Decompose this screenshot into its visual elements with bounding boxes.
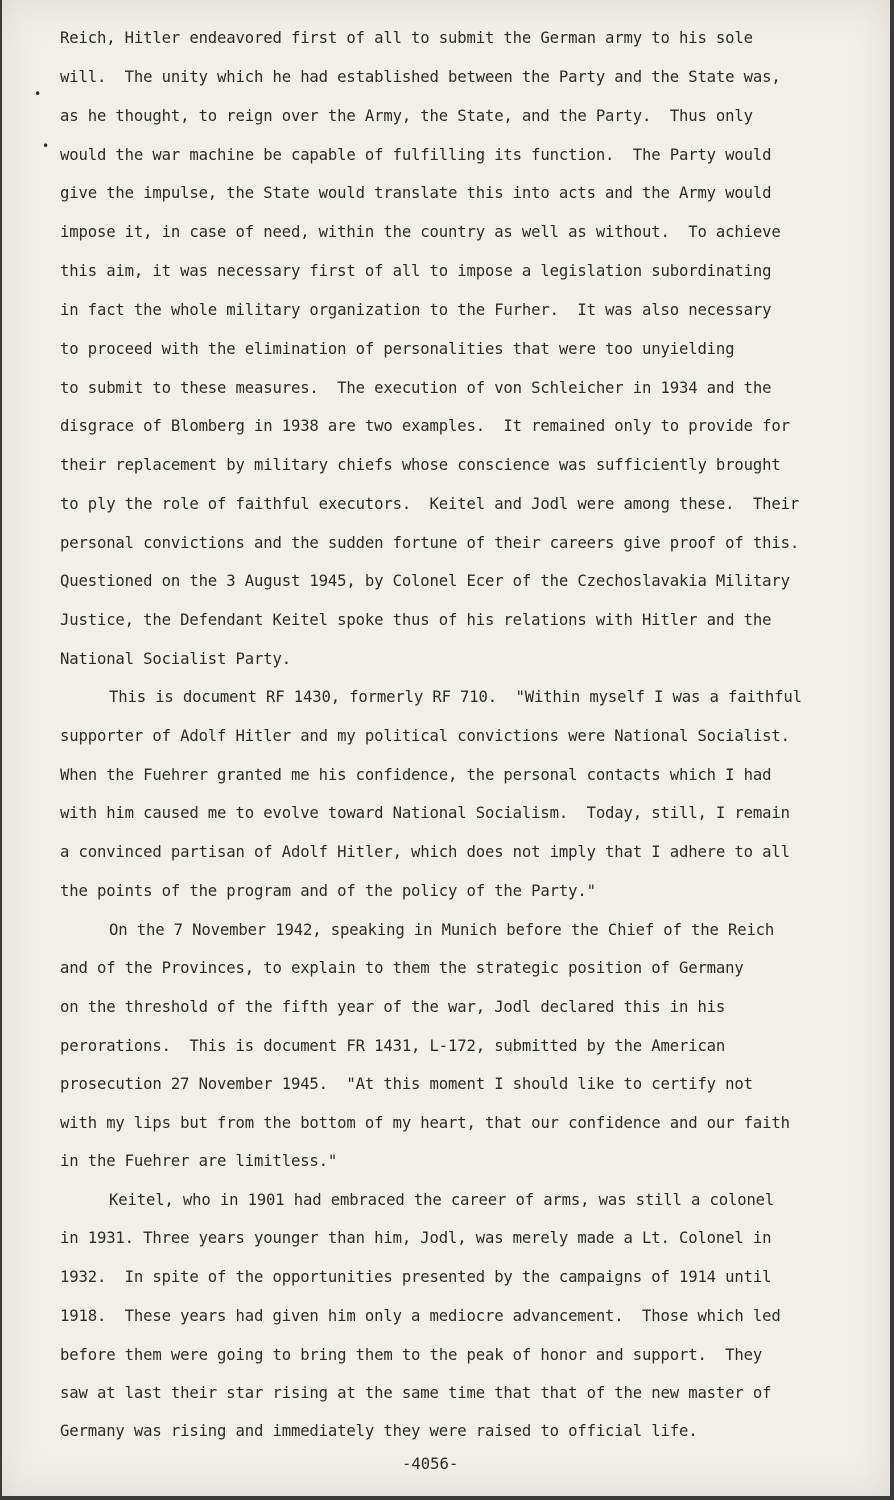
text-line: will. The unity which he had established between the Party and the State was, <box>60 68 781 86</box>
text-line: prosecution 27 November 1945. "At this moment I should like to certify not <box>60 1075 753 1093</box>
text-line: in the Fuehrer are limitless." <box>60 1152 338 1170</box>
text-line: in 1931. Three years younger than him, Jodl, was merely made a Lt. Colonel in <box>60 1229 772 1247</box>
text-line: with my lips but from the bottom of my heart, that our confidence and our faith <box>60 1114 790 1132</box>
text-line: 1918. These years had given him only a mediocre advancement. Those which led <box>60 1307 781 1325</box>
text-line: When the Fuehrer granted me his confidence, the personal contacts which I had <box>60 766 772 784</box>
text-line: 1932. In spite of the opportunities presented by the campaigns of 1914 until <box>60 1268 772 1286</box>
text-line: supporter of Adolf Hitler and my political convictions were National Socialist. <box>60 727 790 745</box>
text-line: with him caused me to evolve toward National Socialism. Today, still, I remain <box>60 804 790 822</box>
text-line: National Socialist Party. <box>60 650 291 668</box>
document-page <box>2 0 890 1496</box>
text-line: their replacement by military chiefs whose conscience was sufficiently brought <box>60 456 781 474</box>
text-line: on the threshold of the fifth year of the war, Jodl declared this in his <box>60 998 726 1016</box>
text-line: This is document RF 1430, formerly RF 710. "Within myself I was a faithful <box>109 688 802 706</box>
text-line: personal convictions and the sudden fortune of their careers give proof of this. <box>60 534 800 552</box>
margin-ink-mark: • <box>42 139 50 153</box>
text-line: Questioned on the 3 August 1945, by Colonel Ecer of the Czechoslavakia Military <box>60 572 790 590</box>
text-line: this aim, it was necessary first of all to impose a legislation subordinating <box>60 262 772 280</box>
text-line: disgrace of Blomberg in 1938 are two examples. It remained only to provide for <box>60 417 790 435</box>
text-line: the points of the program and of the policy of the Party." <box>60 882 596 900</box>
text-line: perorations. This is document FR 1431, L-172, submitted by the American <box>60 1037 726 1055</box>
text-line: in fact the whole military organization to the Furher. It was also necessary <box>60 301 772 319</box>
text-line: to proceed with the elimination of personalities that were too unyielding <box>60 340 735 358</box>
margin-ink-mark: • <box>34 87 42 101</box>
text-line: and of the Provinces, to explain to them the strategic position of Germany <box>60 959 744 977</box>
text-line: to submit to these measures. The execution of von Schleicher in 1934 and the <box>60 379 772 397</box>
text-line: Reich, Hitler endeavored first of all to submit the German army to his sole <box>60 29 753 47</box>
text-line: a convinced partisan of Adolf Hitler, which does not imply that I adhere to all <box>60 843 790 861</box>
page-number: -4056- <box>402 1455 459 1473</box>
text-line: saw at last their star rising at the same time that that of the new master of <box>60 1384 772 1402</box>
text-line: to ply the role of faithful executors. Keitel and Jodl were among these. Their <box>60 495 800 513</box>
text-line: Keitel, who in 1901 had embraced the career of arms, was still a colonel <box>109 1191 775 1209</box>
text-line: On the 7 November 1942, speaking in Munich before the Chief of the Reich <box>109 921 775 939</box>
text-line: Germany was rising and immediately they were raised to official life. <box>60 1422 698 1440</box>
text-line: as he thought, to reign over the Army, the State, and the Party. Thus only <box>60 107 753 125</box>
text-line: impose it, in case of need, within the country as well as without. To achieve <box>60 223 781 241</box>
text-line: would the war machine be capable of fulfilling its function. The Party would <box>60 146 772 164</box>
text-line: Justice, the Defendant Keitel spoke thus of his relations with Hitler and the <box>60 611 772 629</box>
text-line: before them were going to bring them to the peak of honor and support. They <box>60 1346 763 1364</box>
text-line: give the impulse, the State would translate this into acts and the Army would <box>60 184 772 202</box>
